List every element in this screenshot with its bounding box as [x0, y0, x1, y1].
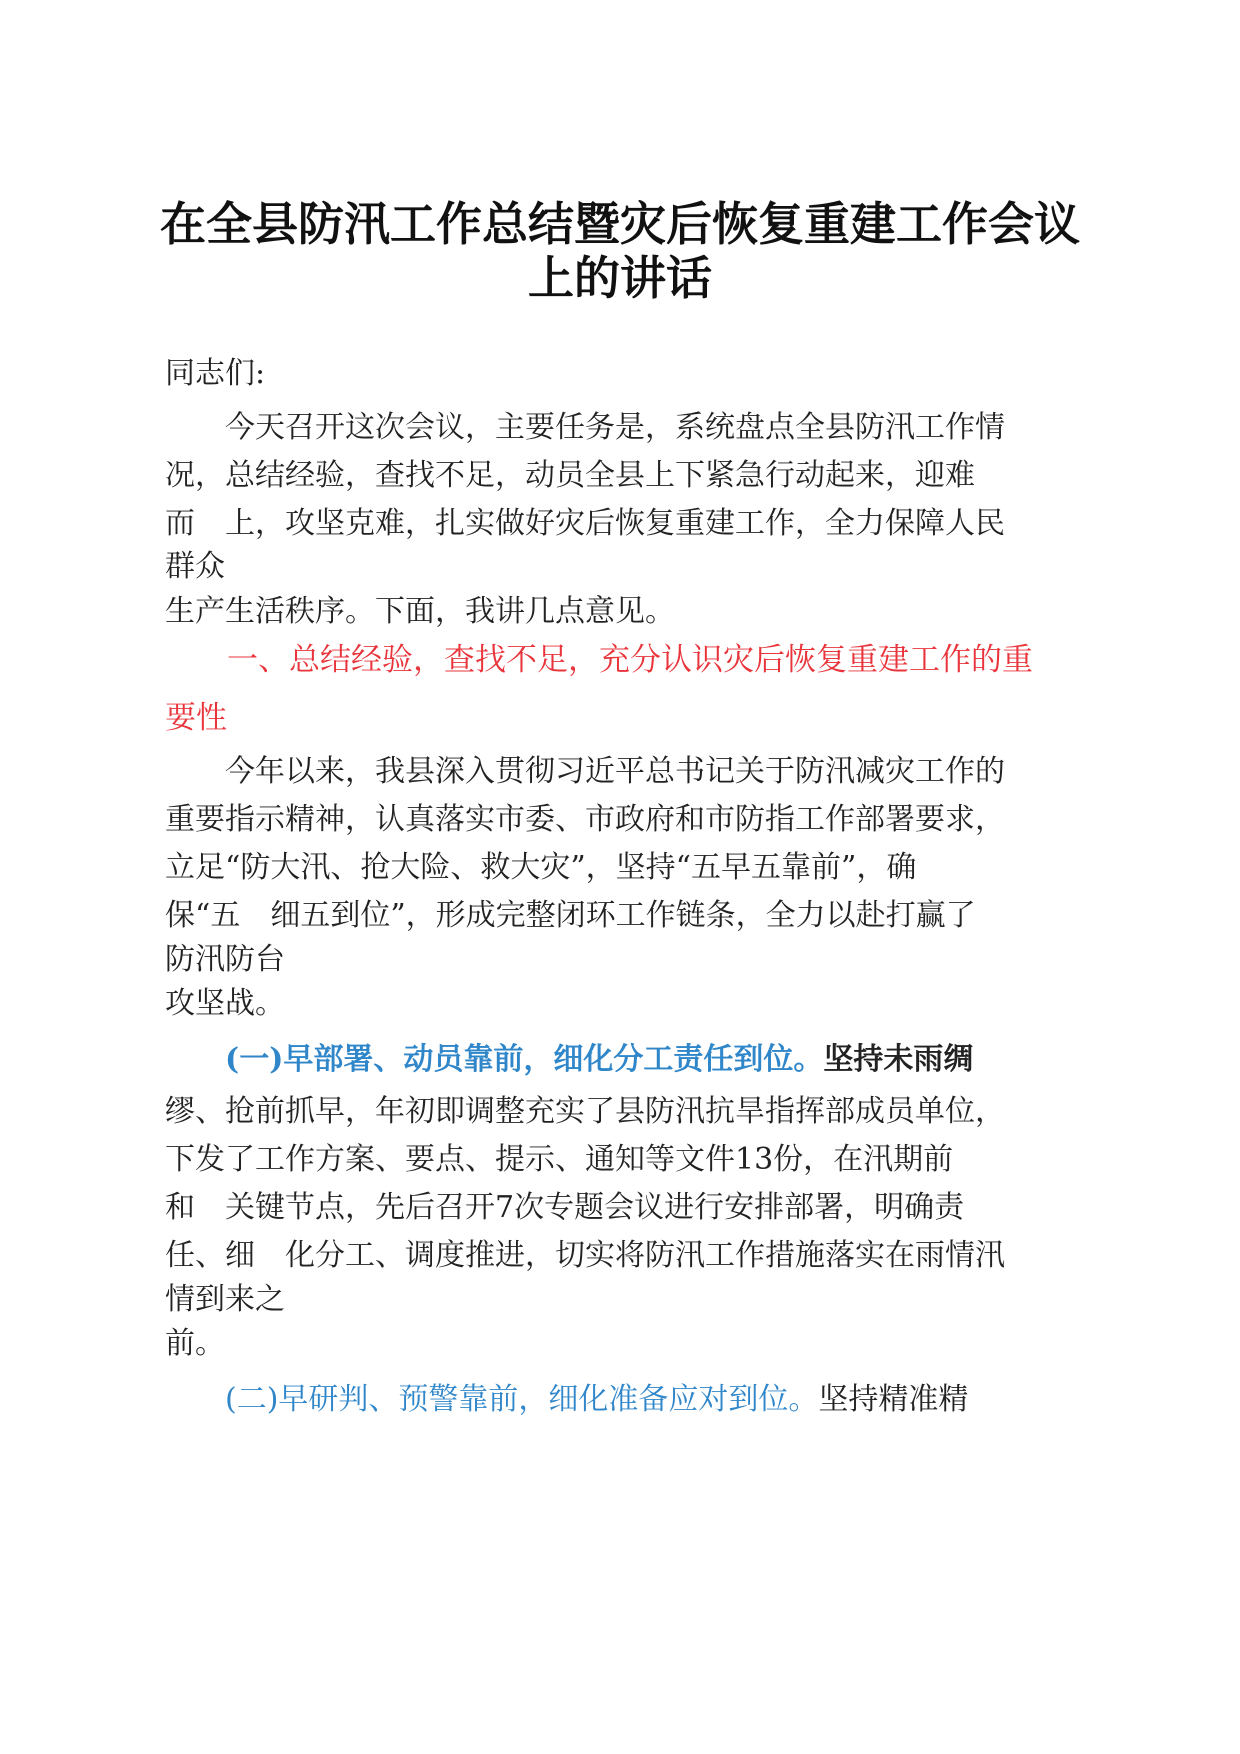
subsection-1-heading: (一)早部署、动员靠前，细化分工责任到位。: [225, 1042, 824, 1077]
subsection-2-heading: (二)早研判、预警靠前，细化准备应对到位。: [225, 1382, 819, 1417]
section-body-line: 立足“防大汛、抢大险、救大灾”，坚持“五早五靠前”，确: [165, 850, 917, 885]
subsection-1-line: 任、细 化分工、调度推进，切实将防汛工作措施落实在雨情汛: [165, 1238, 1005, 1273]
subsection-1-line: 和 关键节点，先后召开7次专题会议进行安排部署，明确责: [165, 1190, 965, 1225]
section-body-line: 重要指示精神，认真落实市委、市政府和市防指工作部署要求，: [165, 802, 1005, 837]
intro-line: 群众: [165, 549, 225, 584]
document-title-line-1: 在全县防汛工作总结暨灾后恢复重建工作会议: [160, 197, 1080, 251]
section-body-line: 今年以来，我县深入贯彻习近平总书记关于防汛减灾工作的: [165, 754, 1005, 789]
document-title-line-2: 上的讲话: [528, 251, 712, 305]
section-body-line: 防汛防台: [165, 942, 285, 977]
intro-line: 而 上，攻坚克难，扎实做好灾后恢复重建工作，全力保障人民: [165, 506, 1005, 541]
intro-line: 况，总结经验，查找不足，动员全县上下紧急行动起来，迎难: [165, 458, 975, 493]
subsection-1-line: 下发了工作方案、要点、提示、通知等文件13份，在汛期前: [165, 1142, 954, 1177]
salutation: 同志们:: [165, 356, 266, 391]
subsection-1-first-line-tail: 坚持未雨绸: [823, 1042, 974, 1077]
subsection-1-line: 缪、抢前抓早，年初即调整充实了县防汛抗旱指挥部成员单位，: [165, 1094, 1005, 1129]
intro-line: 生产生活秩序。下面，我讲几点意见。: [165, 594, 675, 629]
intro-line: 今天召开这次会议，主要任务是，系统盘点全县防汛工作情: [165, 410, 1005, 445]
section-heading: 要性: [165, 700, 227, 736]
subsection-2-first-line-tail: 坚持精准精: [818, 1382, 969, 1417]
subsection-1-line: 情到来之: [165, 1282, 285, 1317]
subsection-2-first-line: [165, 1380, 968, 1420]
section-body-line: 攻坚战。: [165, 986, 285, 1021]
section-heading: 一、总结经验，查找不足，充分认识灾后恢复重建工作的重: [165, 642, 1033, 678]
section-body-line: 保“五 细五到位”，形成完整闭环工作链条，全力以赴打赢了: [165, 898, 976, 933]
subsection-1-line: 前。: [165, 1326, 225, 1361]
subsection-1-first-line: [165, 1040, 973, 1080]
